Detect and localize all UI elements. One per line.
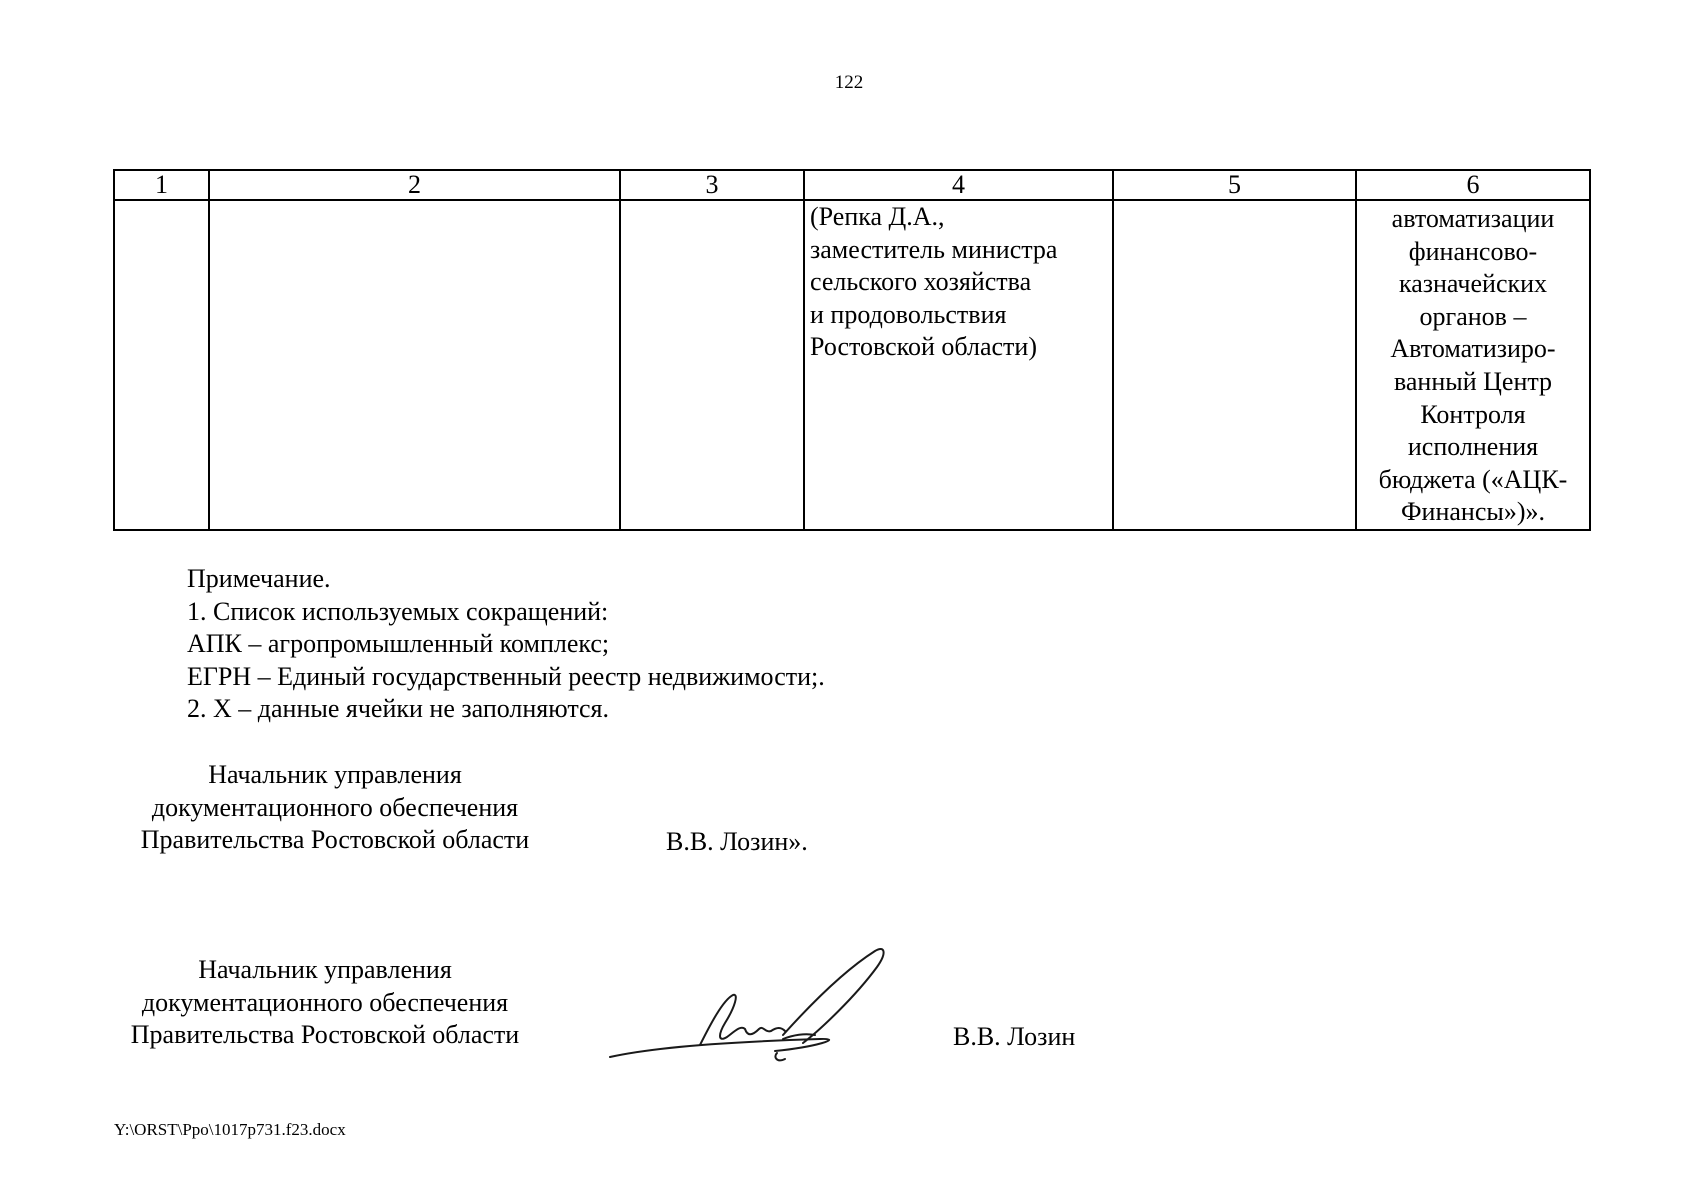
cell-col-1 — [114, 200, 209, 530]
cell-col-2 — [209, 200, 620, 530]
cell-system-description: автоматизации финансово- казначейских органов – Автоматизиро- ванный Центр Контроля исполнения бюджета («АЦК- Финансы»)». — [1356, 200, 1590, 530]
signatory-title-1: Начальник управления документационного обеспечения Правительства Ростовской области — [140, 760, 530, 855]
column-number-2: 2 — [209, 170, 620, 200]
cell-col-5 — [1113, 200, 1356, 530]
table-row — [114, 200, 1590, 530]
signatory-name-1: В.В. Лозин». — [666, 827, 808, 856]
continuation-table — [113, 169, 1591, 531]
column-number-5: 5 — [1113, 170, 1356, 200]
note-heading: Примечание. — [187, 564, 331, 593]
cell-responsible-person: (Репка Д.А., заместитель министра сельского хозяйства и продовольствия Ростовской области) — [804, 200, 1113, 530]
notes-block — [187, 563, 825, 726]
column-number-3: 3 — [620, 170, 804, 200]
file-path: Y:\ORST\Ppo\1017p731.f23.docx — [114, 1120, 346, 1139]
column-number-6: 6 — [1356, 170, 1590, 200]
table-header-row — [114, 170, 1590, 200]
page-number: 122 — [834, 72, 864, 93]
note-line: 2. Х – данные ячейки не заполняются. — [187, 694, 610, 724]
column-number-1: 1 — [114, 170, 209, 200]
signatory-name-2: В.В. Лозин — [953, 1022, 1076, 1051]
handwritten-signature — [605, 945, 890, 1065]
cell-col-3 — [620, 200, 804, 530]
signatory-title-2: Начальник управления документационного обеспечения Правительства Ростовской области — [130, 955, 520, 1050]
column-number-4: 4 — [804, 170, 1113, 200]
note-line: ЕГРН – Единый государственный реестр недвижимости;. — [187, 661, 825, 691]
note-line: 1. Список используемых сокращений: — [187, 596, 609, 626]
note-line: АПК – агропромышленный комплекс; — [187, 629, 610, 659]
